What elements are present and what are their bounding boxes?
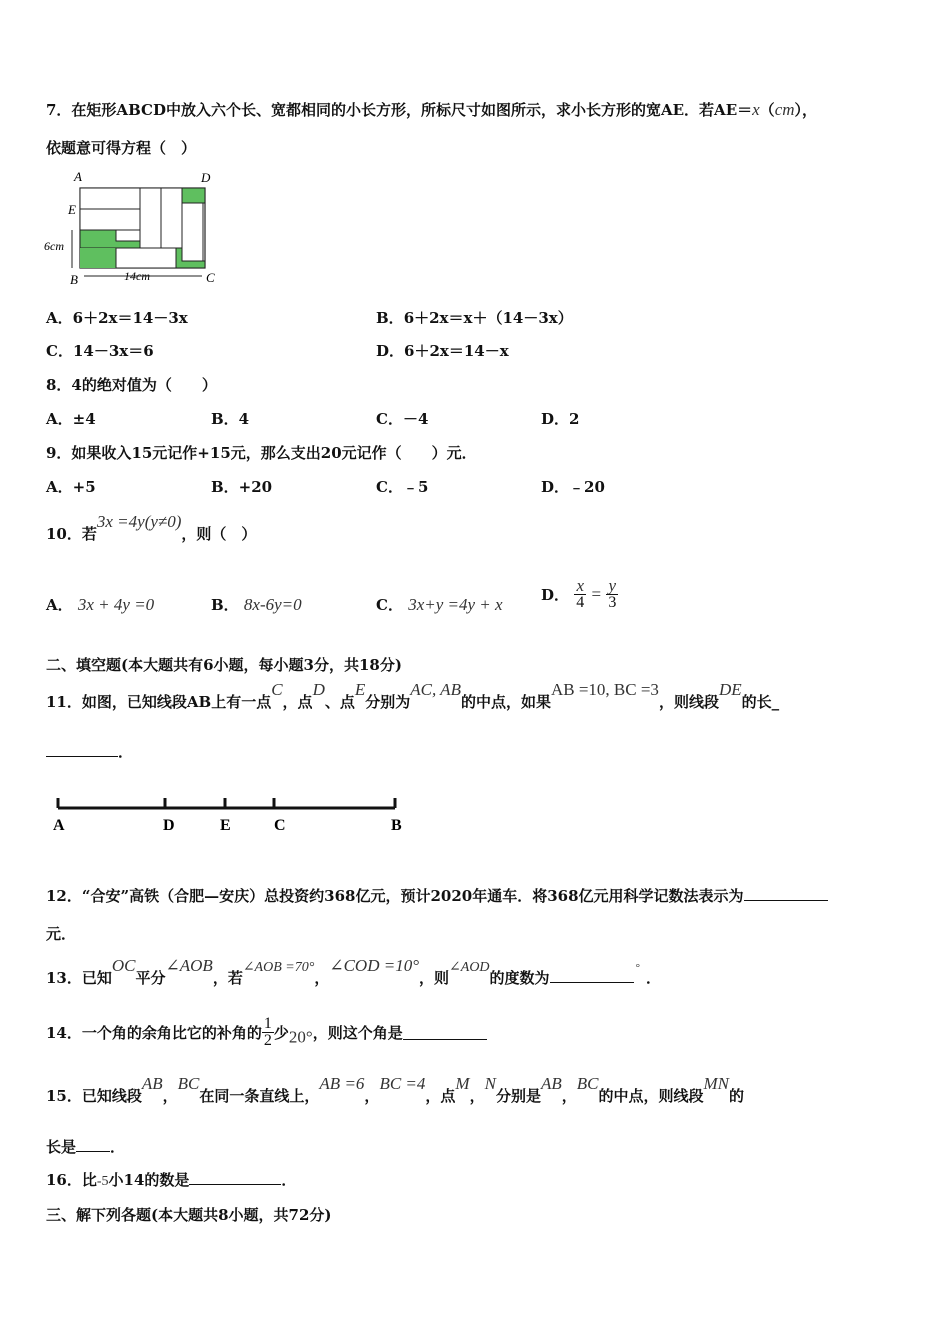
q7-stem-line2: 依题意可得方程（ ） (46, 139, 197, 157)
q13-angle-aob: ∠AOB (165, 956, 213, 975)
q16-t2: 小14的数是 (108, 1171, 190, 1189)
q10-pre: 10．若 (46, 525, 97, 543)
q7-label-width: 14cm (124, 269, 150, 283)
q7-option-c-label: C． (46, 342, 73, 360)
q12-stem-line1 (46, 886, 828, 906)
q15-t7: 分别是 (495, 1087, 541, 1105)
q9-option-a[interactable]: A．+5 (46, 478, 96, 496)
q15-t5: ，点 (425, 1087, 456, 1105)
q9-option-b[interactable]: B．+20 (211, 478, 273, 496)
q11-t6: ，则线段 (658, 693, 719, 711)
q10-option-c-text: 3x+y =4y + x (408, 595, 503, 614)
q7-option-b-text: 6＋2x＝x＋（14－3x） (403, 309, 573, 327)
q15-point-n: N (484, 1074, 496, 1093)
q7-rectangle-figure (44, 168, 224, 288)
q15-point-m: M (455, 1074, 470, 1093)
q14-angle: 20° (288, 1027, 313, 1047)
q15-given-ab: AB =6 (319, 1074, 365, 1093)
q8-option-b[interactable]: B．4 (211, 410, 250, 428)
q10-option-a[interactable] (46, 595, 154, 615)
q11-end: ． (118, 743, 134, 761)
q15-t3: 在同一条直线上， (199, 1087, 320, 1105)
q15-seg-ab-2: AB (540, 1074, 562, 1093)
q10-option-b-label: B． (211, 596, 239, 614)
q7-option-a-text: 6＋2x＝14－3x (72, 309, 188, 327)
q10-option-d[interactable] (541, 578, 618, 611)
q11-given: AB =10, BC =3 (550, 680, 659, 699)
q7-option-b-label: B． (376, 309, 404, 327)
q11-label-e: E (220, 817, 231, 834)
q10-option-a-text: 3x + 4y =0 (77, 595, 155, 614)
q11-t3: 、点 (324, 693, 355, 711)
q7-label-height: 6cm (44, 239, 64, 253)
q13-given-cod: ∠COD =10° (329, 956, 420, 975)
q13-t4: ， (314, 969, 330, 987)
q15-seg-bc-2: BC (576, 1074, 599, 1093)
q15-answer-blank[interactable] (76, 1137, 110, 1152)
q12-text: 12．“合安”高铁（合肥—安庆）总投资约368亿元，预计2020年通车．将368亿元用科学记数法表示为 (46, 887, 744, 905)
q10-d-den2: 3 (608, 594, 617, 611)
q14-answer-blank[interactable] (403, 1025, 487, 1040)
q14-den: 2 (263, 1032, 272, 1049)
q11-segments: AC, AB (410, 680, 461, 699)
q10-option-d-frac1 (574, 578, 586, 611)
q11-label-a: A (53, 817, 65, 834)
q7-option-d-label: D． (376, 342, 405, 360)
section-2-heading: 二、填空题(本大题共有6小题，每小题3分，共18分) (46, 656, 402, 674)
q7-option-d[interactable] (376, 341, 509, 361)
q13-end: ． (645, 969, 661, 987)
q7-option-c-text: 14－3x＝6 (72, 342, 154, 360)
q10-option-a-label: A． (46, 596, 73, 614)
q13-t3: ，若 (212, 969, 243, 987)
q10-option-c-label: C． (376, 596, 403, 614)
q7-paren-open: （ (759, 101, 775, 119)
q15-t10: 的 (729, 1087, 745, 1105)
q15-t8: ， (561, 1087, 577, 1105)
q14-t3: ，则这个角是 (312, 1024, 403, 1042)
q8-option-a[interactable]: A．±4 (46, 410, 96, 428)
q15-t9: 的中点，则线段 (598, 1087, 704, 1105)
q15-t2: ， (162, 1087, 178, 1105)
q13-t6: 的度数为 (489, 969, 550, 987)
q11-label-c: C (274, 817, 286, 834)
q12-answer-blank[interactable] (744, 886, 828, 901)
q8-option-c[interactable]: C．－4 (376, 410, 429, 428)
q7-label-c: C (206, 270, 215, 285)
q15-given-bc: BC =4 (379, 1074, 426, 1093)
q11-t5: 的中点，如果 (460, 693, 551, 711)
q9-option-c[interactable]: C．﹣5 (376, 478, 429, 496)
q7-option-b[interactable] (376, 308, 573, 328)
q11-t7: 的长_ (741, 693, 780, 711)
q12-stem-line2: 元． (46, 925, 77, 943)
q11-label-d: D (163, 817, 175, 834)
q16-number: -5 (96, 1174, 109, 1189)
q9-option-d[interactable]: D．﹣20 (541, 478, 605, 496)
q14-num: 1 (263, 1015, 272, 1032)
q10-d-num1: x (576, 576, 585, 595)
q10-option-d-label: D． (541, 586, 570, 604)
q10-option-c[interactable] (376, 595, 503, 615)
q14-t2: 少 (273, 1024, 289, 1042)
q11-segment-figure (50, 790, 420, 840)
q14-t1: 14．一个角的余角比它的补角的 (46, 1024, 262, 1042)
q16-stem (46, 1170, 296, 1192)
q10-option-d-frac2 (606, 578, 618, 611)
q7-label-d: D (201, 170, 211, 185)
q7-stem-text: 7．在矩形ABCD中放入六个长、宽都相同的小长方形，所标尺寸如图所示，求小长方形的宽AE．若AE＝ (46, 101, 753, 119)
section-3-heading: 三、解下列各题(本大题共8小题，共72分) (46, 1206, 332, 1224)
q16-end: ． (281, 1171, 297, 1189)
q13-t2: 平分 (135, 969, 166, 987)
q15-stem-line1 (46, 1074, 745, 1106)
q13-answer-blank[interactable] (550, 968, 634, 983)
q13-stem (46, 956, 661, 990)
q9-stem: 9．如果收入15元记作+15元，那么支出20元记作（ ）元． (46, 444, 477, 462)
q13-degree-mark: ° (635, 962, 640, 974)
q15-seg-bc: BC (177, 1074, 200, 1093)
q13-given-aob: ∠AOB =70° (242, 960, 315, 975)
q7-option-a-label: A． (46, 309, 73, 327)
q11-t1: 11．如图，已知线段AB上有一点 (46, 693, 272, 711)
q15-stem-line2 (46, 1137, 125, 1157)
q10-stem (46, 512, 257, 544)
q11-segment-de: DE (718, 680, 742, 699)
q7-var: x (752, 100, 760, 119)
q7-unit: cm (774, 100, 795, 119)
q7-label-b: B (70, 272, 78, 287)
q15-seg-ab: AB (141, 1074, 163, 1093)
q7-option-d-text: 6＋2x＝14－x (404, 342, 509, 360)
q13-t1: 13．已知 (46, 969, 112, 987)
q10-option-b[interactable] (211, 595, 302, 615)
q11-answer-blank[interactable] (46, 742, 118, 757)
q15-t1: 15．已知线段 (46, 1087, 142, 1105)
q11-t2: ，点 (282, 693, 313, 711)
q15-line2: 长是 (46, 1138, 77, 1156)
q15-t6: ， (469, 1087, 485, 1105)
q14-fraction (262, 1016, 274, 1049)
q10-option-b-text: 8x-6y=0 (243, 595, 302, 614)
q13-t5: ，则 (419, 969, 450, 987)
q11-label-b: B (391, 817, 402, 834)
q15-seg-mn: MN (703, 1074, 729, 1093)
q11-point-e: E (354, 680, 366, 699)
q11-t4: 分别为 (365, 693, 411, 711)
q15-end: ． (110, 1138, 126, 1156)
q7-label-e: E (68, 202, 76, 217)
q7-option-c[interactable] (46, 341, 154, 361)
q7-stem-line1 (46, 100, 817, 120)
q11-point-d: D (312, 680, 325, 699)
q8-option-d[interactable]: D．2 (541, 410, 580, 428)
q10-post: ，则（ ） (181, 525, 257, 543)
q10-condition: 3x =4y(y≠0) (96, 512, 182, 531)
q15-t4: ， (364, 1087, 380, 1105)
q7-option-a[interactable] (46, 308, 188, 328)
q10-d-eq: = (591, 584, 602, 604)
q7-label-a: A (74, 169, 82, 184)
q11-point-c: C (271, 680, 283, 699)
q8-stem: 8．4的绝对值为（ ） (46, 376, 217, 394)
q10-d-den1: 4 (576, 594, 585, 611)
q14-stem (46, 1016, 487, 1049)
q7-paren-close: ）， (794, 101, 818, 119)
q13-angle-aod: ∠AOD (449, 960, 490, 975)
q11-answer-line (46, 742, 133, 762)
q10-d-num2: y (608, 576, 617, 595)
q16-answer-blank[interactable] (189, 1170, 281, 1185)
q13-ray-oc: OC (111, 956, 136, 975)
q16-t1: 16．比 (46, 1171, 97, 1189)
q11-stem (46, 680, 780, 712)
